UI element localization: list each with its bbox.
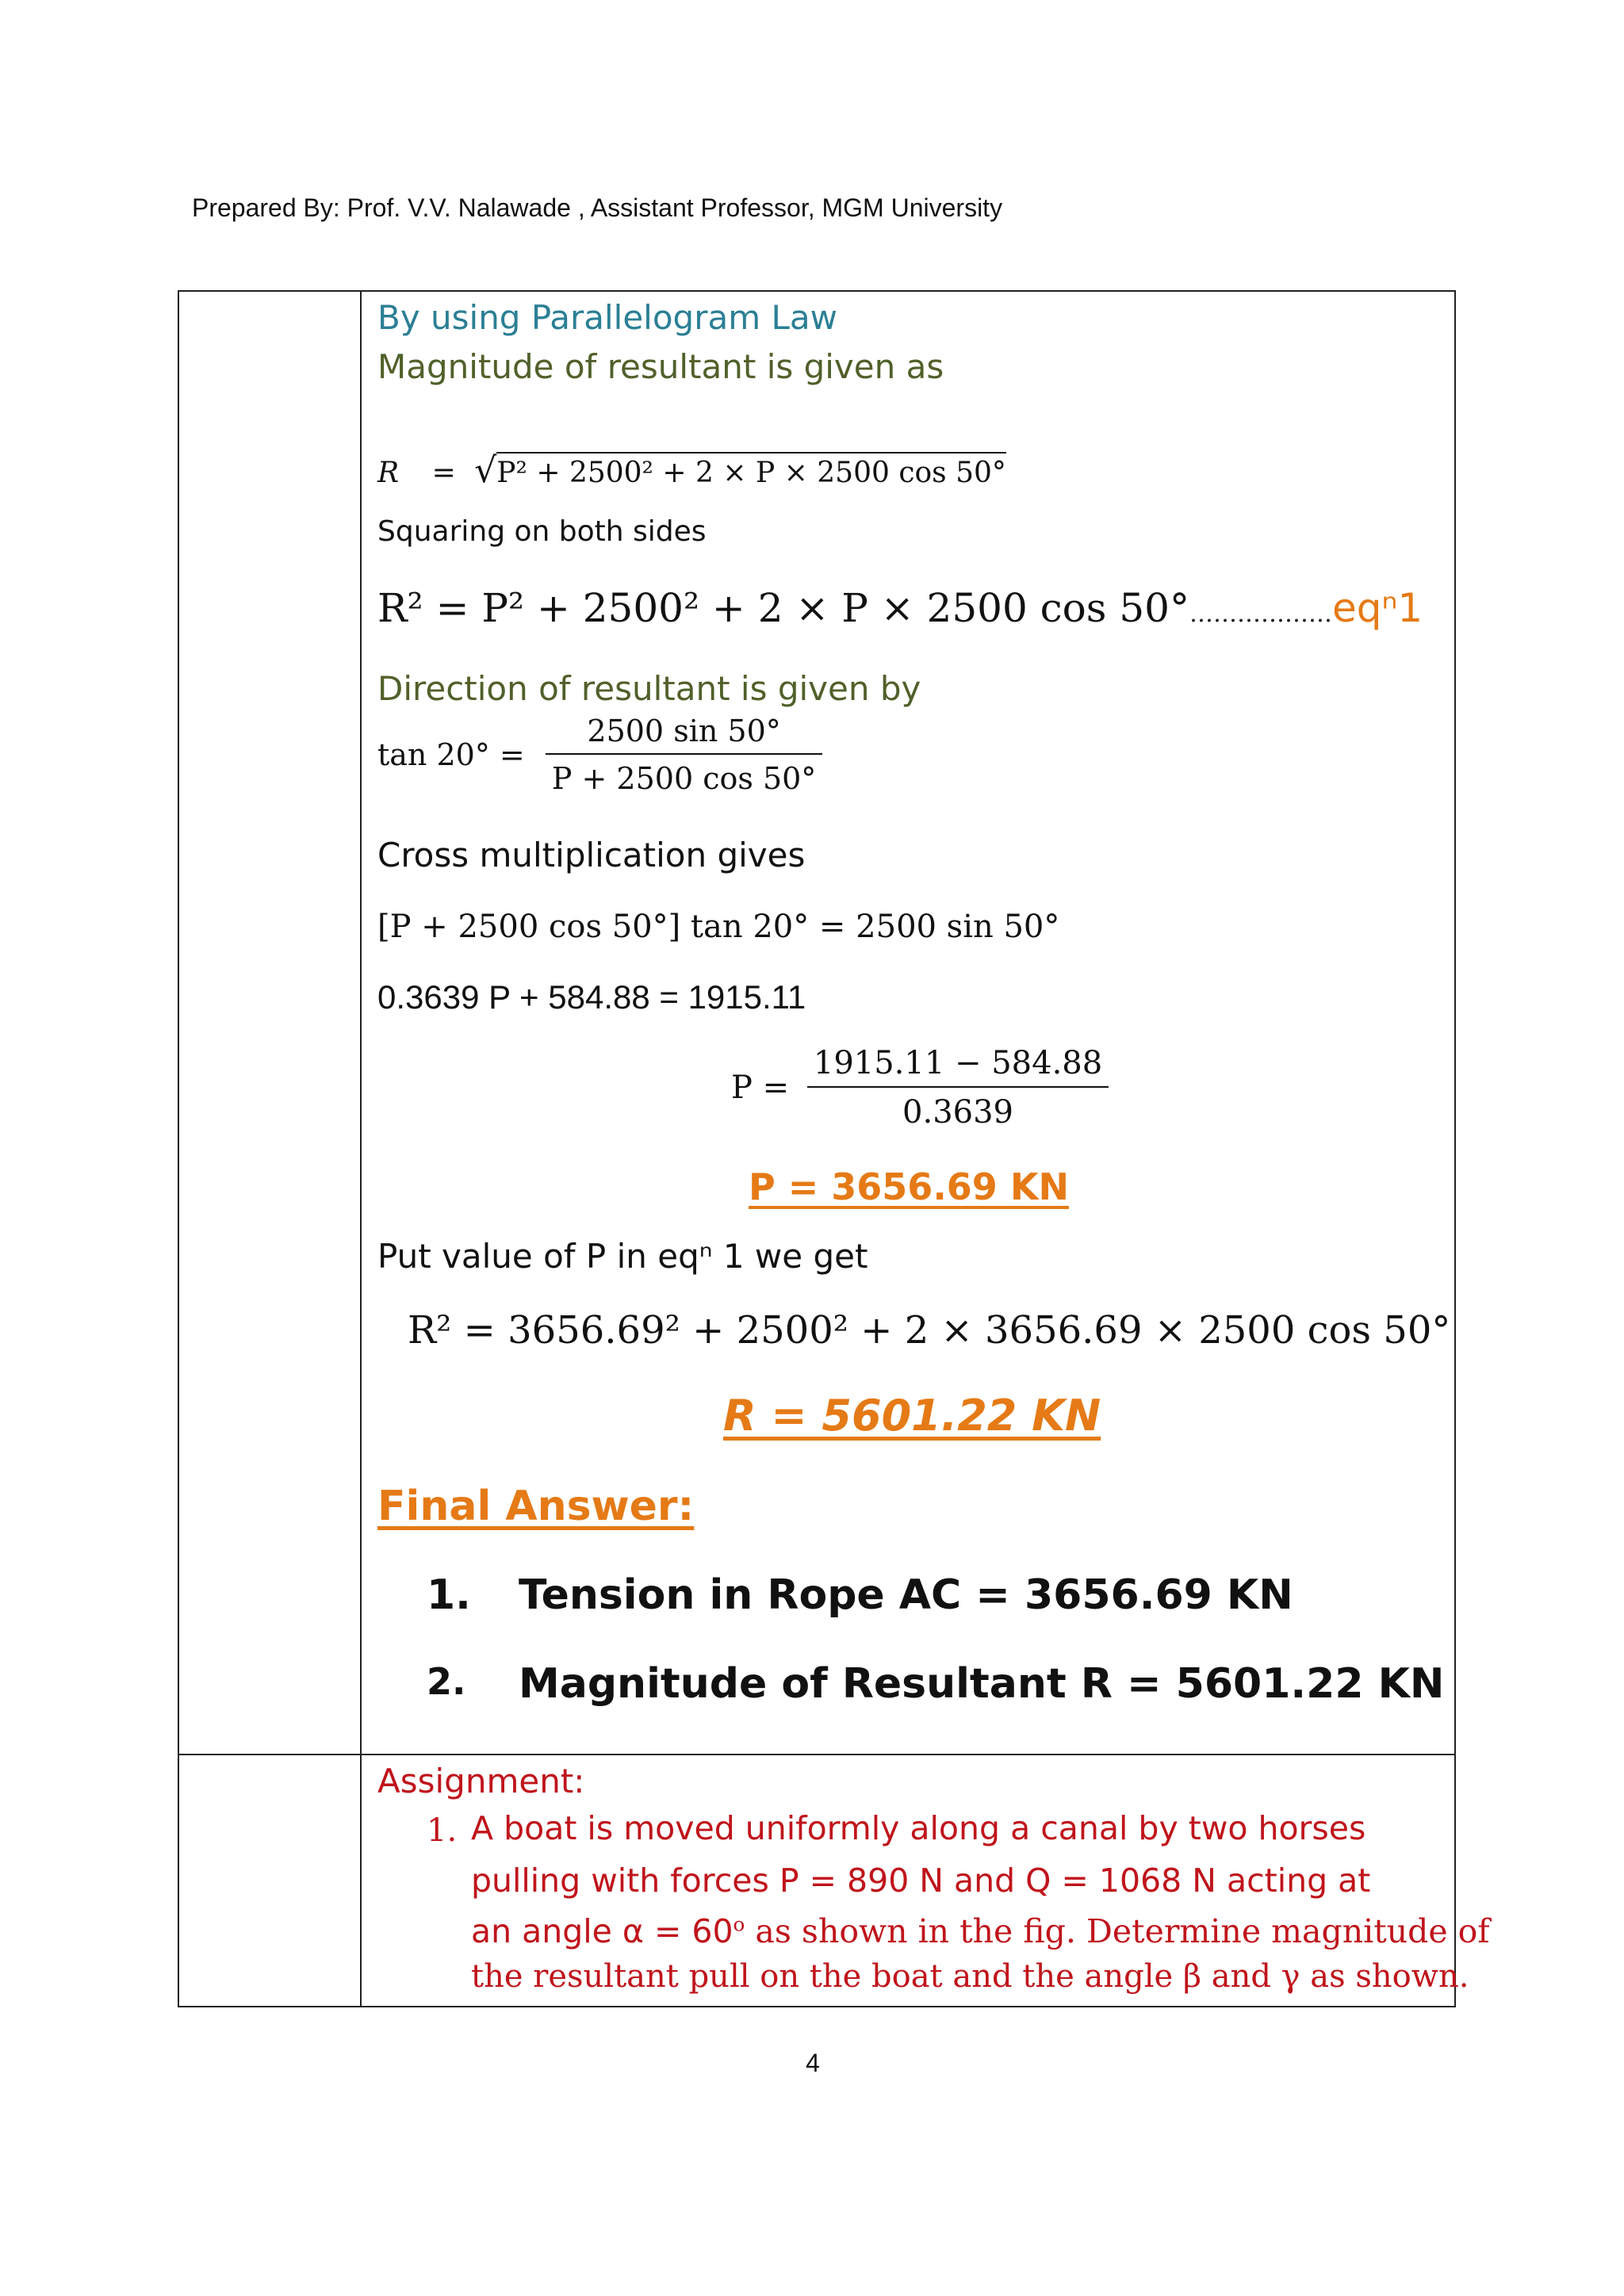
linear-equation: 0.3639 P + 584.88 = 1915.11 bbox=[377, 978, 806, 1016]
cross-mult-text: Cross multiplication gives bbox=[377, 836, 806, 874]
magnitude-intro: Magnitude of resultant is given as bbox=[377, 347, 944, 386]
p-lhs: P = bbox=[731, 1070, 790, 1106]
answer-2-num: 2. bbox=[427, 1660, 466, 1703]
direction-intro: Direction of resultant is given by bbox=[377, 669, 921, 708]
answer-1-num: 1. bbox=[427, 1571, 471, 1619]
assignment-title: Assignment: bbox=[377, 1762, 585, 1800]
left-column-cell bbox=[178, 291, 361, 1755]
cross-equation: [P + 2500 cos 50°] tan 20° = 2500 sin 50° bbox=[377, 909, 1060, 945]
tan-fraction bbox=[546, 714, 822, 796]
p-equation bbox=[731, 1045, 1109, 1131]
method-heading: By using Parallelogram Law bbox=[377, 298, 837, 337]
page-number: 4 bbox=[806, 2049, 820, 2077]
page-header: Prepared By: Prof. V.V. Nalawade , Assistant Professor, MGM University bbox=[192, 193, 1003, 222]
tan-lhs: tan 20° = bbox=[377, 737, 525, 772]
assignment-line-1: A boat is moved uniformly along a canal by two horses bbox=[471, 1809, 1366, 1847]
squaring-text: Squaring on both sides bbox=[377, 515, 707, 548]
p-numerator: 1915.11 − 584.88 bbox=[807, 1045, 1109, 1088]
solution-table bbox=[178, 290, 1490, 2007]
answer-1-text: Tension in Rope AC = 3656.69 KN bbox=[519, 1571, 1293, 1619]
assignment-line-3 bbox=[471, 1912, 1490, 1950]
assignment-item-num: 1. bbox=[427, 1812, 458, 1849]
degree-superscript: o bbox=[733, 1912, 745, 1936]
r-squared-equation: R² = 3656.69² + 2500² + 2 × 3656.69 × 2500 cos 50° bbox=[408, 1308, 1451, 1353]
p-denominator: 0.3639 bbox=[902, 1094, 1014, 1131]
r-result: R = 5601.22 KN bbox=[723, 1391, 1101, 1441]
left-column-cell-2 bbox=[178, 1755, 361, 2007]
assignment-cell bbox=[361, 1755, 1490, 2007]
formula-equals: = bbox=[431, 457, 456, 489]
assignment-line-3b: as shown in the fig. Determine magnitude of bbox=[745, 1912, 1490, 1950]
equation-1-expr: R² = P² + 2500² + 2 × P × 2500 cos 50° bbox=[377, 585, 1189, 631]
tan-equation bbox=[377, 714, 822, 796]
sqrt-sign-icon: √ bbox=[474, 450, 497, 491]
tan-denominator: P + 2500 cos 50° bbox=[551, 761, 817, 796]
resultant-formula bbox=[377, 450, 1006, 491]
assignment-line-2: pulling with forces P = 890 N and Q = 1068 N acting at bbox=[471, 1862, 1371, 1900]
equation-1-dots: ……………… bbox=[1189, 600, 1332, 628]
formula-lhs: R bbox=[377, 457, 400, 489]
put-value-text: Put value of P in eqⁿ 1 we get bbox=[377, 1237, 868, 1276]
assignment-line-3a: an angle α = 60 bbox=[471, 1912, 733, 1950]
assignment-line-4: the resultant pull on the boat and the angle β and γ as shown. bbox=[471, 1958, 1469, 1995]
solution-cell bbox=[361, 291, 1455, 1755]
formula-radicand: P² + 2500² + 2 × P × 2500 cos 50° bbox=[496, 452, 1006, 489]
final-answer-title: Final Answer: bbox=[377, 1483, 695, 1530]
p-result: P = 3656.69 KN bbox=[749, 1165, 1069, 1208]
tan-numerator: 2500 sin 50° bbox=[546, 714, 822, 755]
p-fraction bbox=[807, 1045, 1109, 1131]
equation-1-tag: eqⁿ1 bbox=[1331, 585, 1423, 631]
answer-2-text: Magnitude of Resultant R = 5601.22 KN bbox=[519, 1660, 1445, 1708]
equation-1 bbox=[377, 585, 1423, 631]
